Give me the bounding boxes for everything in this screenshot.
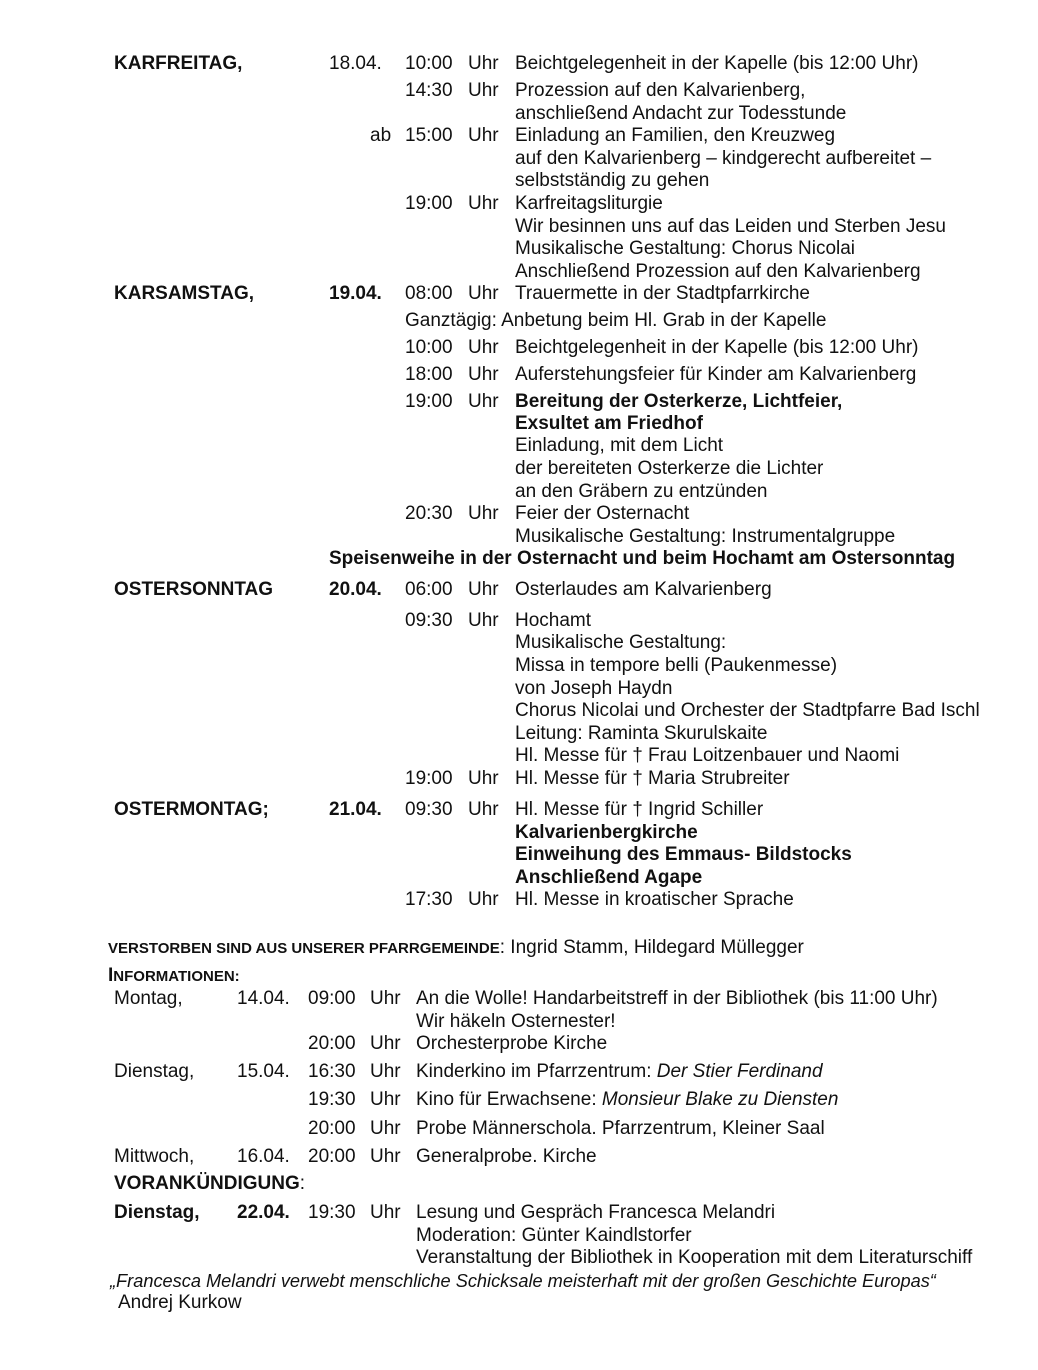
event-text: Karfreitagsliturgie	[515, 193, 663, 214]
info-time: 19:30	[308, 1202, 356, 1223]
time: 19:00	[405, 391, 453, 412]
day-label: KARFREITAG,	[114, 53, 243, 74]
event-text: der bereiteten Osterkerze die Lichter	[515, 458, 824, 479]
event-text: Hl. Messe in kroatischer Sprache	[515, 889, 794, 910]
time: 14:30	[405, 80, 453, 101]
info-text: Lesung und Gespräch Francesca Melandri	[416, 1202, 776, 1223]
info-day: Dienstag,	[114, 1202, 200, 1223]
event-text-bold: Kalvarienbergkirche	[515, 822, 698, 843]
informationen-label-rest: NFORMATIONEN:	[113, 968, 240, 985]
day-label: OSTERSONNTAG	[114, 579, 274, 600]
uhr: Uhr	[468, 53, 499, 74]
event-text: Hl. Messe für † Maria Strubreiter	[515, 768, 790, 789]
time: 19:00	[405, 768, 453, 789]
time: 20:30	[405, 503, 453, 524]
uhr: Uhr	[468, 193, 499, 214]
event-text: Prozession auf den Kalvarienberg,	[515, 80, 806, 101]
film-title: Der Stier Ferdinand	[656, 1061, 823, 1082]
date-label: 19.04.	[329, 283, 382, 304]
uhr: Uhr	[468, 80, 499, 101]
time: 15:00	[405, 125, 453, 146]
day-label: KARSAMSTAG,	[114, 283, 255, 304]
event-text: Hl. Messe für † Frau Loitzenbauer und Naomi	[515, 745, 900, 766]
verstorben-names: : Ingrid Stamm, Hildegard Müllegger	[499, 937, 804, 958]
info-uhr: Uhr	[370, 1202, 401, 1223]
info-text: Veranstaltung der Bibliothek in Kooperation mit dem Literaturschiff	[416, 1247, 973, 1268]
info-text-plain: Kino für Erwachsene:	[416, 1089, 602, 1110]
uhr: Uhr	[468, 364, 499, 385]
time: 09:30	[405, 799, 453, 820]
uhr: Uhr	[468, 283, 499, 304]
info-date: 15.04.	[237, 1061, 290, 1082]
time: 18:00	[405, 364, 453, 385]
info-text	[416, 1061, 823, 1084]
verstorben-line	[108, 937, 804, 961]
event-text-bold: Anschließend Agape	[515, 867, 703, 888]
informationen-label-first: I	[108, 965, 114, 986]
event-text: Trauermette in der Stadtpfarrkirche	[515, 283, 810, 304]
event-text: an den Gräbern zu entzünden	[515, 481, 768, 502]
event-text: auf den Kalvarienberg – kindgerecht aufbereitet –	[515, 148, 932, 169]
time: 19:00	[405, 193, 453, 214]
info-uhr: Uhr	[370, 1089, 401, 1110]
time: 10:00	[405, 53, 453, 74]
info-time: 20:00	[308, 1033, 356, 1054]
info-text: Orchesterprobe Kirche	[416, 1033, 608, 1054]
time: 10:00	[405, 337, 453, 358]
event-text-bold: Exsultet am Friedhof	[515, 413, 703, 434]
uhr: Uhr	[468, 768, 499, 789]
vorankuendigung-label: VORANKÜNDIGUNG	[114, 1173, 300, 1194]
speisenweihe-note: Speisenweihe in der Osternacht und beim Hochamt am Ostersonntag	[329, 548, 956, 569]
event-text: selbstständig zu gehen	[515, 170, 710, 191]
allday-note: Ganztägig: Anbetung beim Hl. Grab in der Kapelle	[405, 310, 827, 331]
event-text: Hl. Messe für † Ingrid Schiller	[515, 799, 764, 820]
informationen-heading	[108, 965, 240, 989]
event-text: Hochamt	[515, 610, 592, 631]
time: 09:30	[405, 610, 453, 631]
uhr: Uhr	[468, 503, 499, 524]
event-text: Musikalische Gestaltung:	[515, 632, 727, 653]
time: 17:30	[405, 889, 453, 910]
event-text: von Joseph Haydn	[515, 678, 673, 699]
info-time: 20:00	[308, 1146, 356, 1167]
event-text: Missa in tempore belli (Paukenmesse)	[515, 655, 838, 676]
info-text-plain: Kinderkino im Pfarrzentrum:	[416, 1061, 657, 1082]
info-uhr: Uhr	[370, 1146, 401, 1167]
event-text: Auferstehungsfeier für Kinder am Kalvarienberg	[515, 364, 917, 385]
event-text: Anschließend Prozession auf den Kalvarienberg	[515, 261, 921, 282]
info-date: 22.04.	[237, 1202, 290, 1223]
info-text: Moderation: Günter Kaindlstorfer	[416, 1225, 692, 1246]
date-label: 20.04.	[329, 579, 382, 600]
info-time: 20:00	[308, 1118, 356, 1139]
quote-text: „Francesca Melandri verwebt menschliche Schicksale meisterhaft mit der großen Geschichte Europas“	[110, 1271, 936, 1291]
info-uhr: Uhr	[370, 1061, 401, 1082]
event-text-bold: Einweihung des Emmaus- Bildstocks	[515, 844, 852, 865]
info-day: Dienstag,	[114, 1061, 195, 1082]
film-title: Monsieur Blake zu Diensten	[601, 1089, 839, 1110]
date-label: 21.04.	[329, 799, 382, 820]
info-day: Mittwoch,	[114, 1146, 195, 1167]
time: 08:00	[405, 283, 453, 304]
time: 06:00	[405, 579, 453, 600]
uhr: Uhr	[468, 889, 499, 910]
uhr: Uhr	[468, 610, 499, 631]
vorankuendigung-heading	[114, 1173, 305, 1196]
info-time: 19:30	[308, 1089, 356, 1110]
event-text: Beichtgelegenheit in der Kapelle (bis 12:00 Uhr)	[515, 337, 919, 358]
info-day: Montag,	[114, 988, 183, 1009]
verstorben-label: VERSTORBEN SIND AUS UNSERER PFARRGEMEINDE	[108, 940, 500, 957]
info-date: 14.04.	[237, 988, 290, 1009]
info-text: Generalprobe. Kirche	[416, 1146, 597, 1167]
info-uhr: Uhr	[370, 988, 401, 1009]
day-label: OSTERMONTAG;	[114, 799, 269, 820]
info-text: An die Wolle! Handarbeitstreff in der Bibliothek (bis 11:00 Uhr)	[416, 988, 938, 1009]
uhr: Uhr	[468, 391, 499, 412]
event-text: Einladung an Familien, den Kreuzweg	[515, 125, 836, 146]
event-text: Leitung: Raminta Skurulskaite	[515, 723, 768, 744]
event-text: Musikalische Gestaltung: Instrumentalgruppe	[515, 526, 896, 547]
info-date: 16.04.	[237, 1146, 290, 1167]
event-text: Musikalische Gestaltung: Chorus Nicolai	[515, 238, 856, 259]
event-text: anschließend Andacht zur Todesstunde	[515, 103, 847, 124]
uhr: Uhr	[468, 579, 499, 600]
event-text: Beichtgelegenheit in der Kapelle (bis 12:00 Uhr)	[515, 53, 919, 74]
info-uhr: Uhr	[370, 1033, 401, 1054]
info-time: 16:30	[308, 1061, 356, 1082]
vorankuendigung-colon: :	[299, 1173, 306, 1194]
uhr: Uhr	[468, 799, 499, 820]
event-text: Osterlaudes am Kalvarienberg	[515, 579, 772, 600]
date-label: 18.04.	[329, 53, 382, 74]
event-text: Chorus Nicolai und Orchester der Stadtpfarre Bad Ischl	[515, 700, 980, 721]
info-time: 09:00	[308, 988, 356, 1009]
event-text: Wir besinnen uns auf das Leiden und Sterben Jesu	[515, 216, 946, 237]
time-prefix: ab	[370, 125, 392, 146]
info-text: Wir häkeln Osternester!	[416, 1011, 616, 1032]
event-text-bold: Bereitung der Osterkerze, Lichtfeier,	[515, 391, 843, 412]
event-text: Feier der Osternacht	[515, 503, 690, 524]
info-text	[416, 1089, 838, 1112]
info-uhr: Uhr	[370, 1118, 401, 1139]
event-text: Einladung, mit dem Licht	[515, 435, 724, 456]
info-text: Probe Männerschola. Pfarrzentrum, Kleiner Saal	[416, 1118, 825, 1139]
quote-author: Andrej Kurkow	[118, 1292, 242, 1313]
uhr: Uhr	[468, 125, 499, 146]
uhr: Uhr	[468, 337, 499, 358]
